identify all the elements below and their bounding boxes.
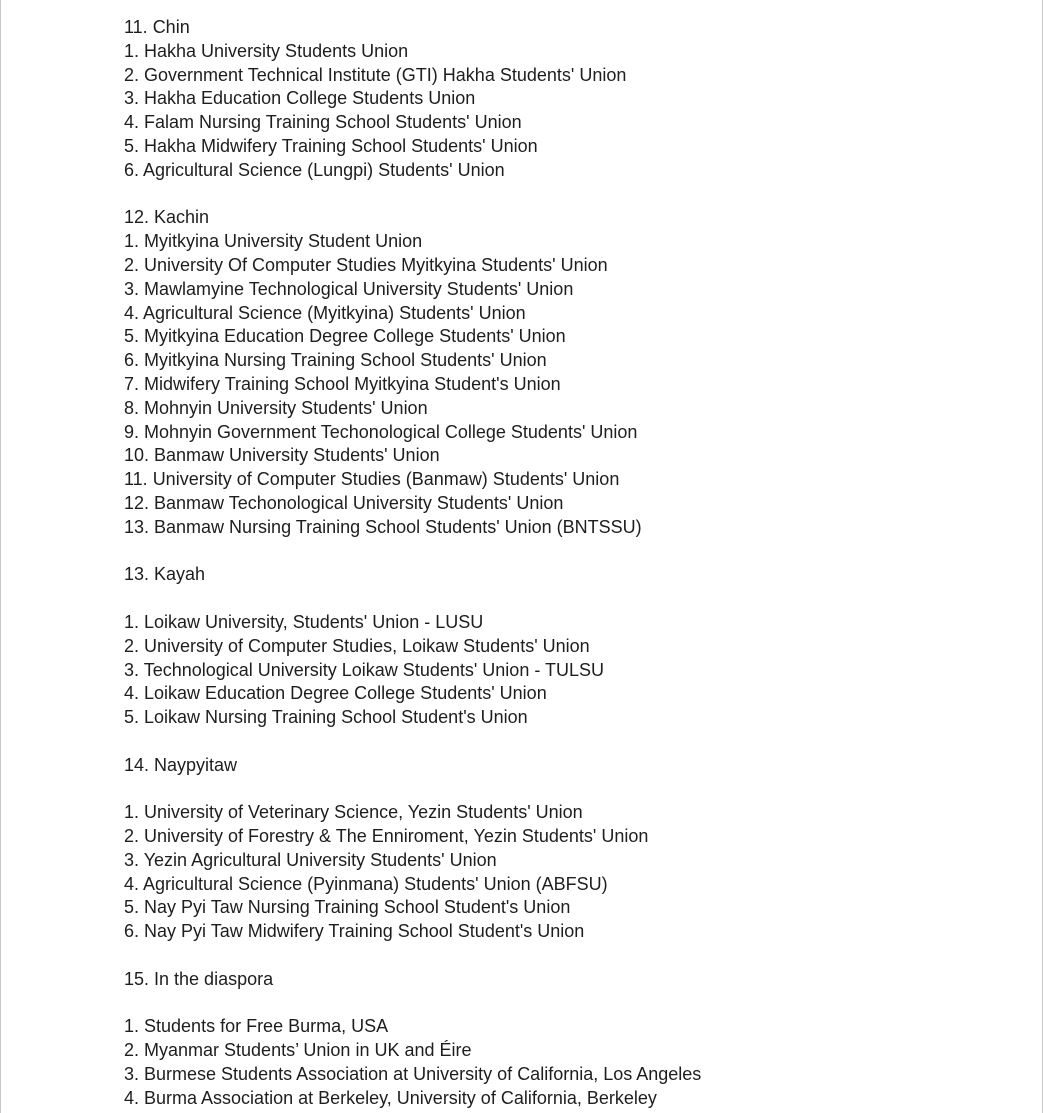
list-item: 8. Mohnyin University Students' Union <box>124 397 428 418</box>
blank-line <box>124 944 1024 968</box>
section <box>124 563 1024 753</box>
section-heading: 11. Chin <box>124 17 190 37</box>
list-item: 3. Mawlamyine Technological University Students' Union <box>124 278 574 299</box>
section <box>124 16 1024 206</box>
list-item: 3. Hakha Education College Students Union <box>124 88 476 109</box>
blank-line <box>124 587 1024 611</box>
list-item: 4. Agricultural Science (Pyinmana) Students' Union (ABFSU) <box>124 873 608 894</box>
list-item: 10. Banmaw University Students' Union <box>124 445 440 466</box>
list-item: 6. Nay Pyi Taw Midwifery Training School Student's Union <box>124 921 585 942</box>
blank-line <box>124 540 1024 564</box>
list-item: 5. Myitkyina Education Degree College Students' Union <box>124 326 566 347</box>
list-item: 5. Hakha Midwifery Training School Students' Union <box>124 135 538 156</box>
list-item: 9. Mohnyin Government Techonological College Students' Union <box>124 421 638 442</box>
blank-line <box>124 778 1024 802</box>
section-heading: 15. In the diaspora <box>124 968 274 989</box>
list-item: 5. Nay Pyi Taw Nursing Training School Student's Union <box>124 897 571 918</box>
list-item: 1. Loikaw University, Students' Union - LUSU <box>124 611 484 632</box>
blank-line <box>124 730 1024 754</box>
list-item: 3. Burmese Students Association at University of California, Los Angeles <box>124 1064 702 1085</box>
section-heading: 14. Naypyitaw <box>124 754 238 775</box>
list-item: 2. University of Forestry & The Enniroment, Yezin Students' Union <box>124 826 649 847</box>
list-item: 4. Agricultural Science (Myitkyina) Students' Union <box>124 302 526 323</box>
list-item: 2. University of Computer Studies, Loikaw Students' Union <box>124 635 590 656</box>
section <box>124 206 1024 563</box>
list-item: 1. Hakha University Students Union <box>124 40 409 61</box>
list-item: 7. Midwifery Training School Myitkyina Student's Union <box>124 373 561 394</box>
list-item: 6. Myitkyina Nursing Training School Students' Union <box>124 350 547 371</box>
blank-line <box>124 992 1024 1016</box>
document-body <box>124 16 1024 1111</box>
blank-line <box>124 183 1024 207</box>
section <box>124 754 1024 968</box>
list-item: 4. Loikaw Education Degree College Students' Union <box>124 683 547 704</box>
list-item: 3. Yezin Agricultural University Students' Union <box>124 849 497 870</box>
list-item: 1. Students for Free Burma, USA <box>124 1016 389 1037</box>
list-item: 3. Technological University Loikaw Students' Union - TULSU <box>124 659 605 680</box>
list-item: 2. Government Technical Institute (GTI) Hakha Students' Union <box>124 64 627 85</box>
list-item: 12. Banmaw Techonological University Students' Union <box>124 492 564 513</box>
list-item: 11. University of Computer Studies (Banmaw) Students' Union <box>124 469 620 490</box>
list-item: 1. University of Veterinary Science, Yezin Students' Union <box>124 802 583 823</box>
list-item: 1. Myitkyina University Student Union <box>124 231 423 252</box>
section-heading: 13. Kayah <box>124 564 206 585</box>
section-heading: 12. Kachin <box>124 207 210 228</box>
section <box>124 968 1024 1111</box>
list-item: 4. Falam Nursing Training School Students' Union <box>124 112 522 133</box>
list-item: 4. Burma Association at Berkeley, University of California, Berkeley <box>124 1087 657 1108</box>
list-item: 5. Loikaw Nursing Training School Student's Union <box>124 707 528 728</box>
list-item: 13. Banmaw Nursing Training School Students' Union (BNTSSU) <box>124 516 642 537</box>
list-item: 2. Myanmar Students’ Union in UK and Éire <box>124 1040 472 1061</box>
list-item: 2. University Of Computer Studies Myitkyina Students' Union <box>124 254 608 275</box>
list-item: 6. Agricultural Science (Lungpi) Students' Union <box>124 159 505 180</box>
